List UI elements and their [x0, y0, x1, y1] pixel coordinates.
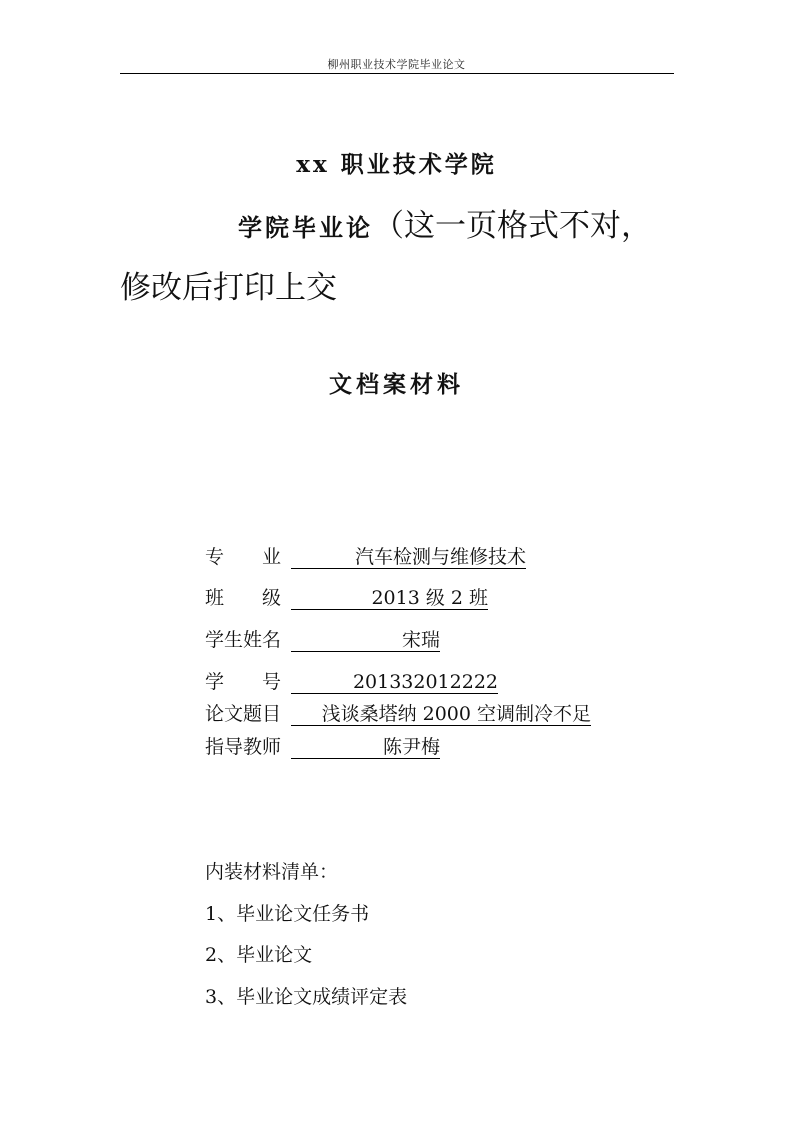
title-line-1: [120, 200, 680, 245]
advisor-label: 指导教师: [205, 736, 282, 758]
title-bold: 学院毕业论: [238, 213, 373, 242]
major-value: 汽车检测与维修技术: [291, 546, 526, 569]
title-note-1: （这一页格式不对，: [373, 208, 652, 244]
class-value: 2013 级 2 班: [291, 587, 488, 610]
school-name: xx 职业技术学院: [296, 151, 497, 178]
major-row: [205, 542, 526, 569]
materials-heading: 内装材料清单：: [205, 861, 339, 883]
id-value: 201332012222: [291, 671, 498, 694]
title-note-2: 修改后打印上交: [120, 270, 337, 306]
id-label: 学 号: [205, 671, 282, 693]
header-rule: [120, 73, 674, 74]
name-value: 宋瑞: [291, 629, 440, 652]
running-header: 柳州职业技术学院毕业论文: [327, 58, 466, 71]
list-item: 1、毕业论文任务书: [205, 903, 370, 925]
name-label: 学生姓名: [205, 629, 282, 651]
advisor-row: [205, 732, 440, 759]
list-item: 2、毕业论文: [205, 944, 313, 966]
name-row: [205, 625, 440, 652]
subtitle: 文档案材料: [329, 371, 464, 398]
major-label: 专 业: [205, 546, 282, 568]
class-row: [205, 583, 488, 610]
topic-row: [205, 699, 591, 726]
id-row: [205, 667, 498, 694]
topic-label: 论文题目: [205, 703, 282, 725]
list-item: 3、毕业论文成绩评定表: [205, 986, 408, 1008]
class-label: 班 级: [205, 587, 282, 609]
topic-value: 浅谈桑塔纳 2000 空调制冷不足: [291, 703, 591, 726]
advisor-value: 陈尹梅: [291, 736, 440, 759]
